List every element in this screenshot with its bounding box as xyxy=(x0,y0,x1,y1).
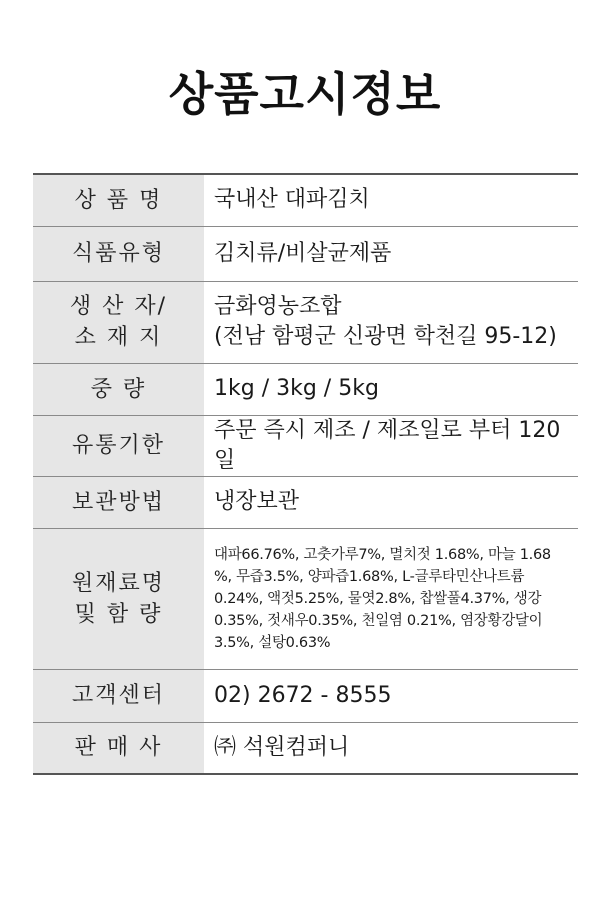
table-row xyxy=(33,528,578,669)
ingredients-line: %, 무즙3.5%, 양파즙1.68%, L-글루타민산나트륨 xyxy=(214,568,525,585)
table-row xyxy=(33,476,578,528)
row-value-ingredients xyxy=(204,528,578,669)
row-label-shelf-life: 유통기한 xyxy=(33,415,204,476)
row-value-customer-center: 02) 2672 - 8555 xyxy=(204,669,578,722)
row-label-ingredients: 원재료명 및 함 량 xyxy=(33,528,204,669)
ingredients-line: 3.5%, 설탕0.63% xyxy=(214,634,331,651)
row-label-storage: 보관방법 xyxy=(33,476,204,528)
row-value-shelf-life: 주문 즉시 제조 / 제조일로 부터 120일 xyxy=(204,415,578,476)
producer-address: (전남 함평군 신광면 학천길 95-12) xyxy=(214,324,557,349)
table-row xyxy=(33,281,578,363)
row-value-product-name: 국내산 대파김치 xyxy=(204,174,578,226)
table-row xyxy=(33,174,578,226)
table-row xyxy=(33,669,578,722)
row-label-seller: 판 매 사 xyxy=(33,722,204,774)
ingredients-line: 0.24%, 액젓5.25%, 물엿2.8%, 찹쌀풀4.37%, 생강 xyxy=(214,590,542,607)
row-value-food-type: 김치류/비살균제품 xyxy=(204,226,578,281)
product-info-table xyxy=(33,173,578,775)
table-row xyxy=(33,226,578,281)
table-row xyxy=(33,363,578,415)
row-label-weight: 중 량 xyxy=(33,363,204,415)
ingredients-line: 대파66.76%, 고춧가루7%, 멸치젓 1.68%, 마늘 1.68 xyxy=(214,546,551,563)
table-row xyxy=(33,722,578,774)
row-value-producer-address xyxy=(204,281,578,363)
row-value-storage: 냉장보관 xyxy=(204,476,578,528)
row-label-producer-address: 생 산 자/ 소 재 지 xyxy=(33,281,204,363)
row-value-weight: 1kg / 3kg / 5kg xyxy=(204,363,578,415)
page-title: 상품고시정보 xyxy=(168,67,442,121)
row-label-food-type: 식품유형 xyxy=(33,226,204,281)
row-label-customer-center: 고객센터 xyxy=(33,669,204,722)
row-value-seller: ㈜ 석원컴퍼니 xyxy=(214,734,350,760)
ingredients-line: 0.35%, 젓새우0.35%, 천일염 0.21%, 염장황강달이 xyxy=(214,612,543,629)
producer-name: 금화영농조합 xyxy=(214,294,342,319)
row-label-product-name: 상 품 명 xyxy=(33,174,204,226)
table-row xyxy=(33,415,578,476)
